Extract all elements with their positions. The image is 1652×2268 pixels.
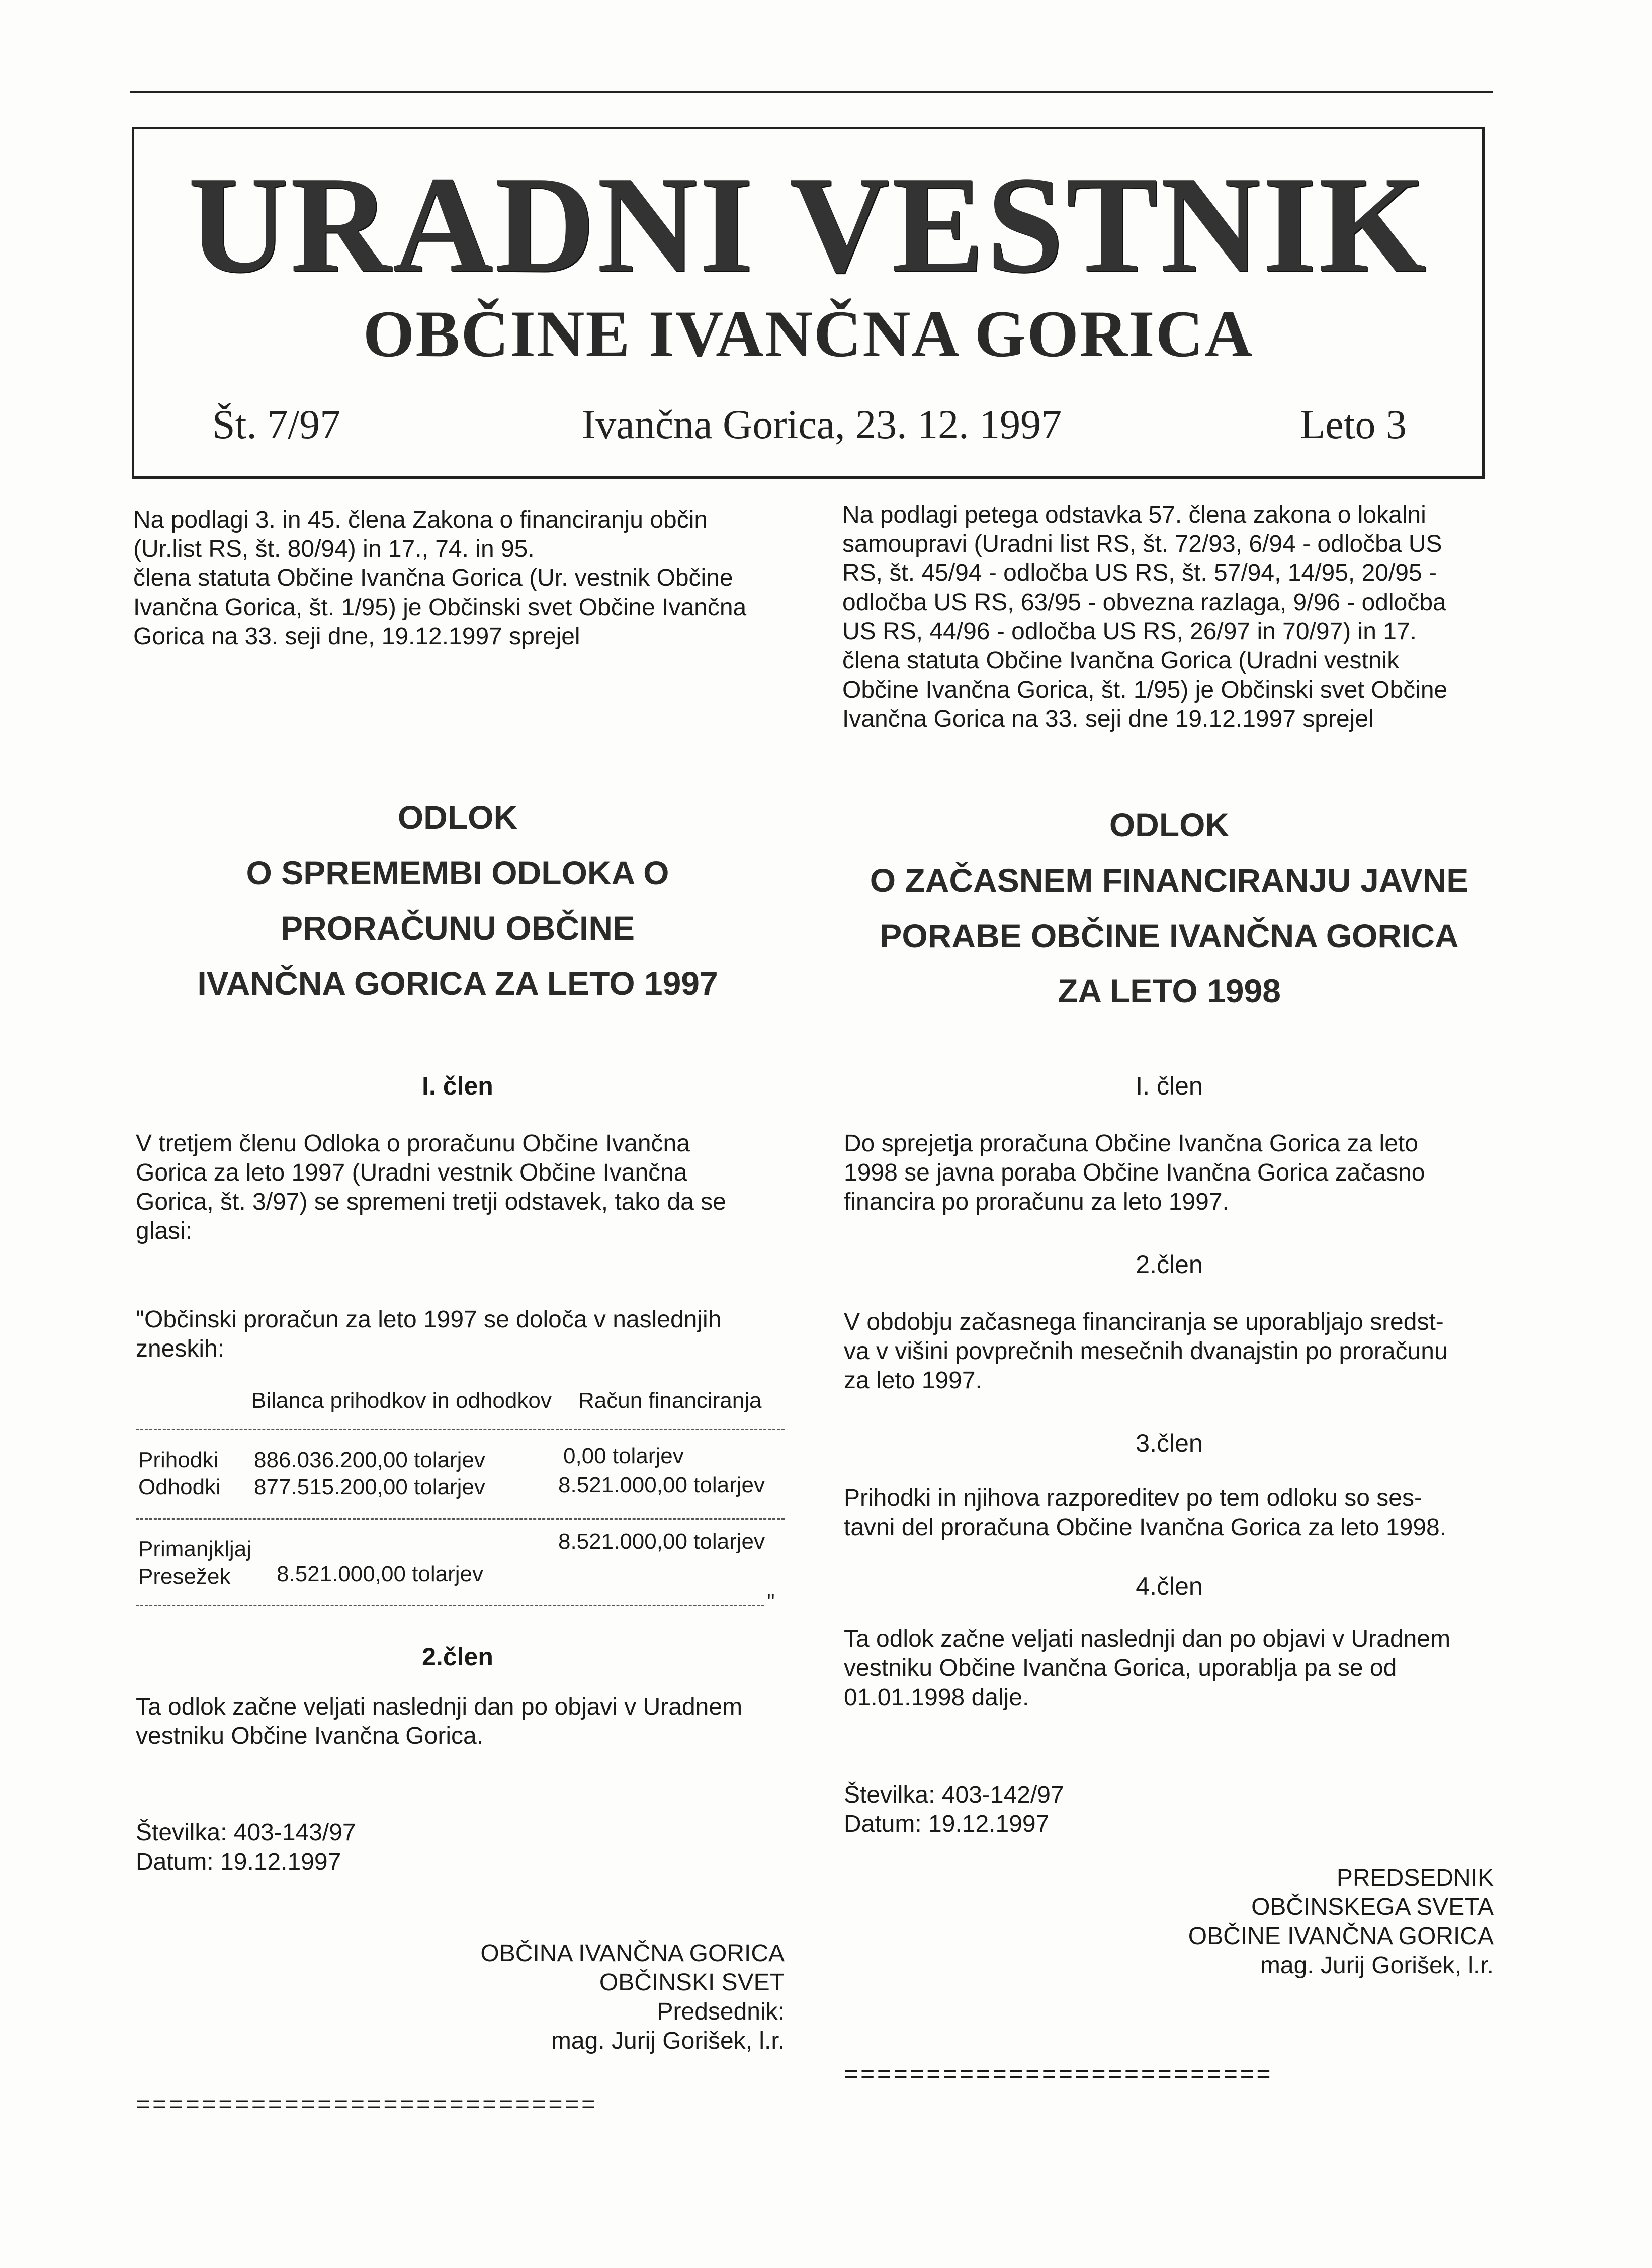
table-divider (136, 1605, 764, 1606)
left-budget-intro: "Občinski proračun za leto 1997 se določa v naslednjih zneskih: (136, 1306, 722, 1362)
left-signature: OBČINA IVANČNA GORICA OBČINSKI SVET Predsednik: mag. Jurij Gorišek, l.r. (480, 1940, 785, 2054)
left-article-2-text: Ta odlok začne veljati naslednji dan po objavi v Uradnem vestniku Občine Ivančna Gorica. (136, 1694, 743, 1749)
right-title-line-1: ODLOK (1109, 806, 1230, 844)
budget-row-label: Presežek (138, 1564, 231, 1589)
right-end-divider: ========================== (844, 2062, 1273, 2089)
budget-table (136, 1388, 790, 1615)
right-title-line-2: O ZAČASNEM FINANCIRANJU JAVNE (870, 862, 1469, 899)
budget-header-financing: Račun financiranja (578, 1388, 762, 1413)
left-article-1-text: V tretjem členu Odloka o proračunu Občine Ivančna Gorica za leto 1997 (Uradni vestnik Občine Ivančna Gorica, št. 3/97) se spremeni tretji odstavek, tako da se glasi: (136, 1130, 726, 1244)
budget-row-label: Odhodki (138, 1475, 221, 1499)
right-article-1-heading: I. člen (1136, 1072, 1203, 1100)
table-divider (136, 1518, 785, 1520)
budget-row-label: Prihodki (138, 1448, 218, 1472)
left-end-divider: ============================ (136, 2092, 598, 2120)
left-article-2-heading: 2.člen (422, 1643, 493, 1671)
left-title-line-1: ODLOK (397, 799, 518, 836)
issue-place-date: Ivančna Gorica, 23. 12. 1997 (582, 401, 1062, 447)
left-document-date: Datum: 19.12.1997 (136, 1849, 341, 1875)
left-article-1-heading: I. člen (422, 1072, 493, 1100)
right-title-line-3: PORABE OBČINE IVANČNA GORICA (880, 917, 1459, 954)
right-preamble: Na podlagi petega odstavka 57. člena zakona o lokalni samoupravi (Uradni list RS, št. 72/93, 6/94 - odločba US RS, št. 45/94 - odločba US RS, št. 57/94, 14/95, 20/95 - odločba US RS, 63/95 - obvezna razlaga, 9/96 - odločba US RS, 44/96 - odločba US RS, 26/97 in 70/97) in 17. člena statuta Občine Ivančna Gorica (Uradni vestnik Občine Ivančna Gorica, št. 1/95) je Občinski svet Občine Ivančna Gorica na 33. seji dne 19.12.1997 sprejel (842, 501, 1448, 732)
budget-row-value: 0,00 tolarjev (563, 1444, 684, 1468)
left-title-line-3: PRORAČUNU OBČINE (280, 909, 635, 947)
masthead (132, 127, 1485, 479)
right-article-4-heading: 4.člen (1136, 1572, 1203, 1601)
right-signature: PREDSEDNIK OBČINSKEGA SVETA OBČINE IVANČNA GORICA mag. Jurij Gorišek, l.r. (1188, 1865, 1494, 1979)
budget-row-value: 886.036.200,00 tolarjev (254, 1448, 485, 1472)
issue-year: Leto 3 (1300, 401, 1407, 447)
table-divider (136, 1429, 785, 1430)
right-decree-title (840, 797, 1499, 1019)
right-article-3-text: Prihodki in njihova razporeditev po tem odloku so ses- tavni del proračuna Občine Ivančna Gorica za leto 1998. (844, 1485, 1447, 1541)
left-title-line-4: IVANČNA GORICA ZA LETO 1997 (197, 965, 718, 1002)
budget-row-value: 877.515.200,00 tolarjev (254, 1475, 485, 1499)
masthead-subtitle: OBČINE IVANČNA GORICA (363, 297, 1254, 371)
budget-row-value: 8.521.000,00 tolarjev (558, 1473, 765, 1497)
right-article-3-heading: 3.člen (1136, 1429, 1203, 1457)
left-document-number: Številka: 403-143/97 (136, 1819, 356, 1846)
right-title-line-4: ZA LETO 1998 (1058, 972, 1281, 1010)
budget-row-value: 8.521.000,00 tolarjev (558, 1529, 765, 1554)
masthead-title: URADNI VESTNIK (188, 147, 1429, 301)
top-rule (130, 91, 1493, 93)
budget-header-balance: Bilanca prihodkov in odhodkov (251, 1388, 552, 1413)
left-decree-title (133, 790, 782, 1011)
right-article-2-heading: 2.člen (1136, 1250, 1203, 1279)
right-article-2-text: V obdobju začasnega financiranja se uporabljajo sredst- va v višini povprečnih mesečnih dvanajstin po proračunu za leto 1997. (844, 1309, 1448, 1394)
budget-row-label: Primanjkljaj (138, 1537, 251, 1561)
left-preamble: Na podlagi 3. in 45. člena Zakona o financiranju občin (Ur.list RS, št. 80/94) in 17., 74. in 95. člena statuta Občine Ivančna Gorica (Ur. vestnik Občine Ivančna Gorica, št. 1/95) je Občinski svet Občine Ivančna Gorica na 33. seji dne, 19.12.1997 sprejel (133, 507, 747, 650)
closing-quote: " (767, 1589, 775, 1614)
right-article-4-text: Ta odlok začne veljati naslednji dan po objavi v Uradnem vestniku Občine Ivančna Gorica, uporablja pa se od 01.01.1998 dalje. (844, 1626, 1451, 1711)
issue-number: Št. 7/97 (212, 401, 341, 447)
left-title-line-2: O SPREMEMBI ODLOKA O (246, 854, 669, 891)
right-document-number: Številka: 403-142/97 (844, 1782, 1064, 1808)
right-document-date: Datum: 19.12.1997 (844, 1811, 1050, 1837)
right-article-1-text: Do sprejetja proračuna Občine Ivančna Gorica za leto 1998 se javna poraba Občine Ivančna Gorica začasno financira po proračunu za leto 1997. (844, 1130, 1425, 1215)
budget-row-value: 8.521.000,00 tolarjev (277, 1562, 483, 1586)
